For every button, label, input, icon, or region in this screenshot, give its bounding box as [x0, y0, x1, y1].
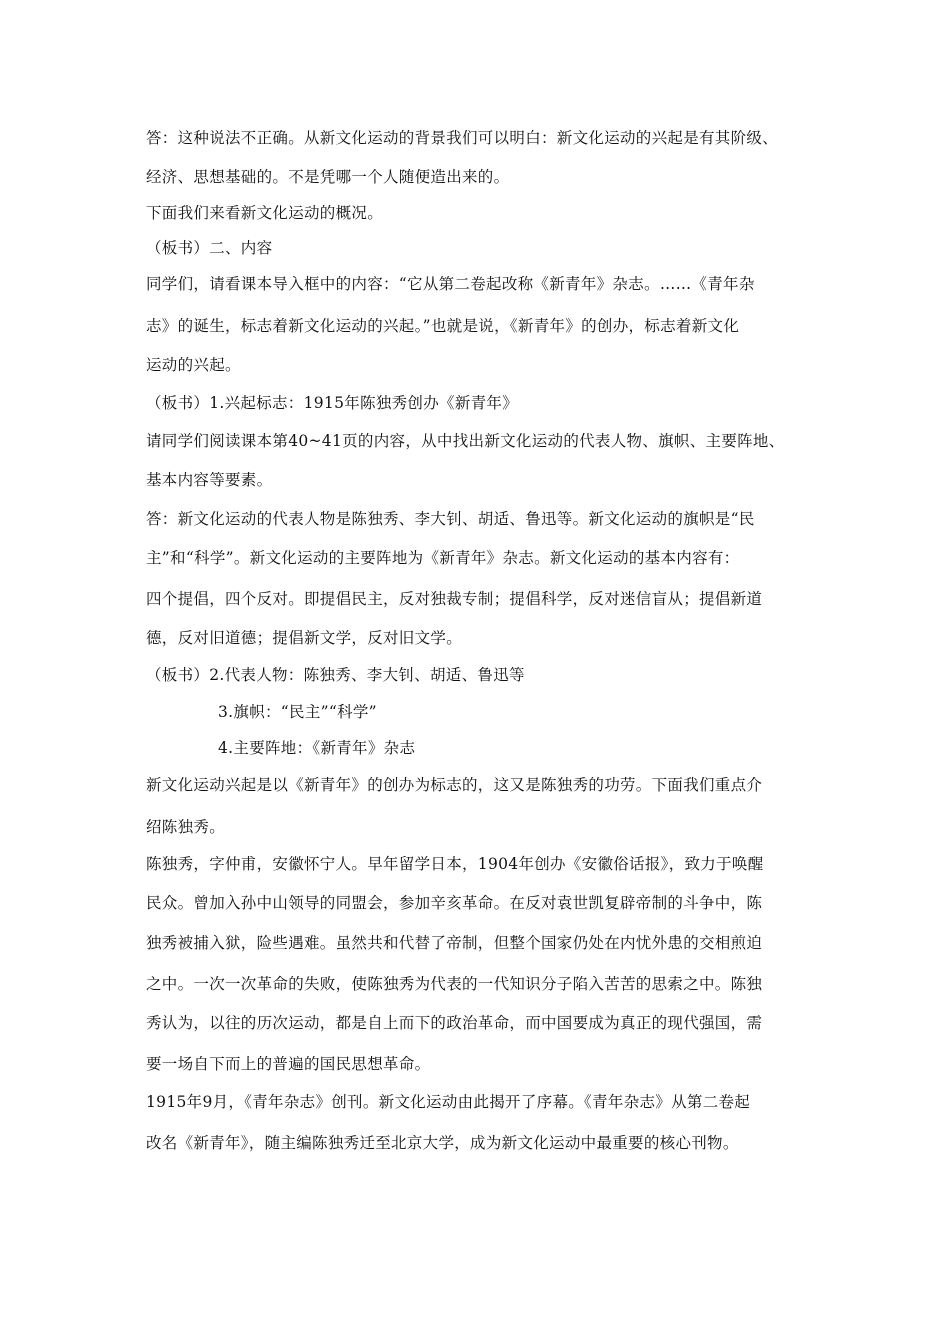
- text-line: 答：这种说法不正确。从新文化运动的背景我们可以明白：新文化运动的兴起是有其阶级、: [146, 129, 779, 147]
- text-line: （板书）二、内容: [146, 239, 273, 257]
- text-line: 独秀被捕入狱，险些遇难。虽然共和代替了帝制，但整个国家仍处在内忧外患的交相煎迫: [146, 934, 763, 952]
- text-line: 绍陈独秀。: [146, 818, 226, 836]
- text-line: 请同学们阅读课本第40~41页的内容，从中找出新文化运动的代表人物、旗帜、主要阵地、: [146, 432, 785, 450]
- text-line: 运动的兴起。: [146, 356, 241, 374]
- text-line: 基本内容等要素。: [146, 471, 273, 489]
- text-line: 民众。曾加入孙中山领导的同盟会，参加辛亥革命。在反对袁世凯复辟帝制的斗争中，陈: [146, 894, 763, 912]
- text-line: 德，反对旧道德；提倡新文学，反对旧文学。: [146, 629, 463, 647]
- text-line: 1915年9月，《青年杂志》创刊。新文化运动由此揭开了序幕。《青年杂志》从第二卷起: [146, 1093, 751, 1111]
- text-line: （板书）1.兴起标志：1915年陈独秀创办《新青年》: [146, 394, 519, 412]
- text-line: 新文化运动兴起是以《新青年》的创办为标志的，这又是陈独秀的功劳。下面我们重点介: [146, 776, 763, 794]
- text-line: 之中。一次一次革命的失败，使陈独秀为代表的一代知识分子陷入苦苦的思索之中。陈独: [146, 975, 763, 993]
- text-line: 改名《新青年》，随主编陈独秀迁至北京大学，成为新文化运动中最重要的核心刊物。: [146, 1134, 739, 1152]
- text-line: 要一场自下而上的普遍的国民思想革命。: [146, 1055, 431, 1073]
- text-line: 答：新文化运动的代表人物是陈独秀、李大钊、胡适、鲁迅等。新文化运动的旗帜是“民: [146, 510, 755, 528]
- text-line: 经济、思想基础的。不是凭哪一个人随便造出来的。: [146, 168, 510, 186]
- text-line: 志》的诞生，标志着新文化运动的兴起。”也就是说，《新青年》的创办，标志着新文化: [146, 317, 740, 335]
- text-line: 同学们，请看课本导入框中的内容：“它从第二卷起改称《新青年》杂志。……《青年杂: [146, 275, 755, 293]
- text-line: 3.旗帜：“民主”“科学”: [218, 703, 377, 721]
- text-line: 秀认为，以往的历次运动，都是自上而下的政治革命，而中国要成为真正的现代强国，需: [146, 1014, 763, 1032]
- text-line: 下面我们来看新文化运动的概况。: [146, 204, 384, 222]
- text-line: （板书）2.代表人物：陈独秀、李大钊、胡适、鲁迅等: [146, 666, 525, 684]
- text-line: 主”和“科学”。新文化运动的主要阵地为《新青年》杂志。新文化运动的基本内容有：: [146, 549, 740, 567]
- text-line: 4.主要阵地：《新青年》杂志: [218, 739, 416, 757]
- text-line: 陈独秀，字仲甫，安徽怀宁人。早年留学日本，1904年创办《安徽俗话报》，致力于唤醒: [146, 855, 764, 873]
- text-line: 四个提倡，四个反对。即提倡民主，反对独裁专制；提倡科学，反对迷信盲从；提倡新道: [146, 590, 763, 608]
